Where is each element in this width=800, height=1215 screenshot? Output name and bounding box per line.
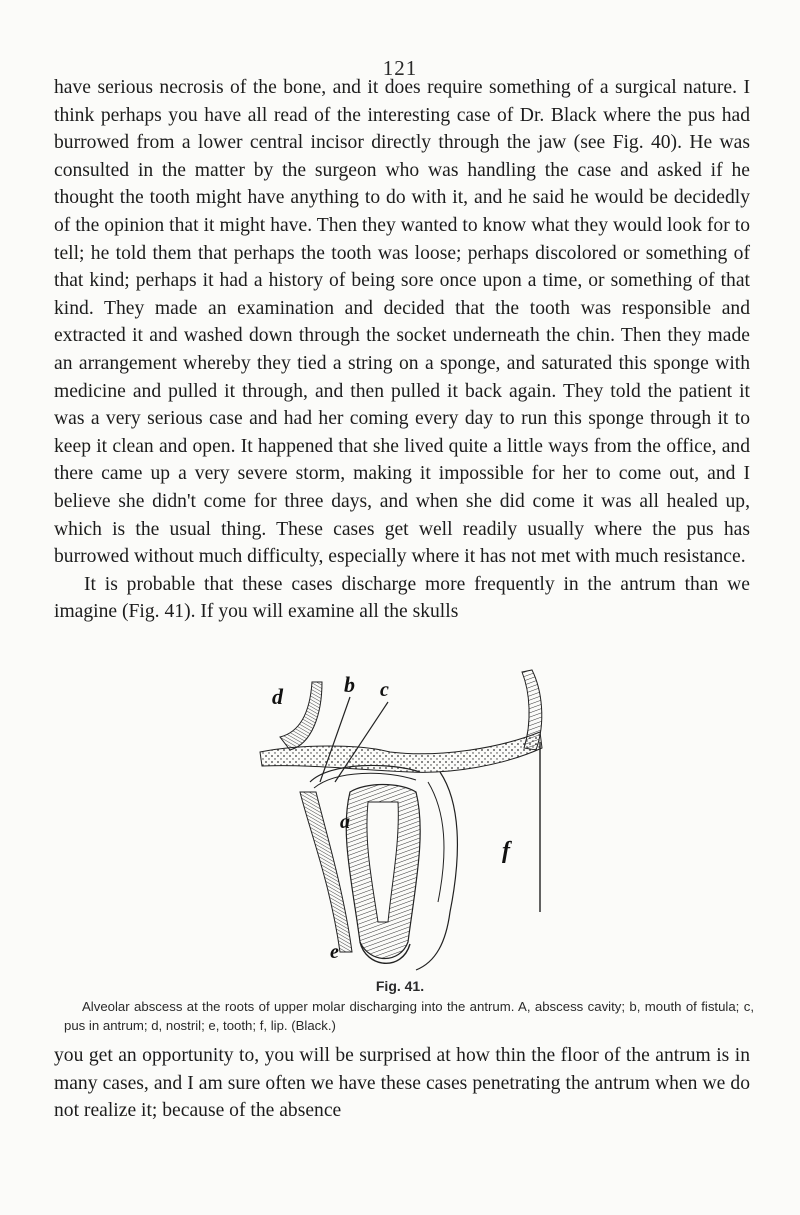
body-text-top bbox=[54, 74, 750, 626]
figure-label: Fig. 41. bbox=[375, 978, 425, 994]
label-a: a bbox=[340, 811, 350, 833]
label-e: e bbox=[330, 941, 339, 963]
caption-text: Alveolar abscess at the roots of upper molar discharging into the antrum. A, abscess cavity; b, mouth of fistula; c, pus in antrum; d, nostril; e, tooth; f, lip. (Black.) bbox=[64, 999, 754, 1033]
label-b: b bbox=[344, 672, 355, 697]
label-f: f bbox=[502, 838, 510, 864]
paragraph: you get an opportunity to, you will be surprised at how thin the floor of the antrum is in many cases, and I am sure often we have these cases penetrating the antrum when we do not realize it; because of the absence bbox=[54, 1045, 750, 1122]
nostril-wall bbox=[280, 682, 322, 750]
page-number: 121 bbox=[382, 56, 418, 80]
label-c: c bbox=[380, 679, 389, 701]
abscess-diagram bbox=[240, 652, 570, 982]
figure-41-illustration bbox=[240, 652, 570, 982]
body-text-bottom bbox=[54, 1042, 750, 1125]
label-d: d bbox=[272, 684, 283, 709]
figure-caption bbox=[64, 997, 754, 1035]
paragraph: It is probable that these cases discharge more frequently in the antrum than we imagine (Fig. 41). If you will examine all the skulls bbox=[54, 573, 750, 623]
paragraph: have serious necrosis of the bone, and it does require something of a surgical nature. I think perhaps you have all read of the interesting case of Dr. Black where the pus had burrowed from a lower central incisor directly through the jaw (see Fig. 40). He was consulted in the matter by the surgeon who was handling the case and asked if he thought the tooth might have anything to do with it, and he said he would be decidedly of the opinion that it might have. Then they wanted to know what they would look for to tell; he told them that perhaps the tooth was loose; perhaps discolored or something of that kind; perhaps it had a history of being sore once upon a time, or something of that kind. They made an examination and decided that the tooth was responsible and extracted it and washed down through the socket underneath the chin. Then they made an arrangement whereby they tied a string on a sponge, and saturated this sponge with medicine and pulled it through, and then pulled it back again. They told the patient it was a very serious case and had her coming every day to run this sponge through it to keep it clean and open. It happened that she lived quite a little ways from the office, and there came up a very severe storm, making it impossible for her to come out, and I believe she didn't come for three days, and when she did come it was all healed up, which is the usual thing. These cases get well readily usually where the pus has burrowed without much difficulty, especially where it has not met with much resistance. bbox=[54, 77, 750, 568]
